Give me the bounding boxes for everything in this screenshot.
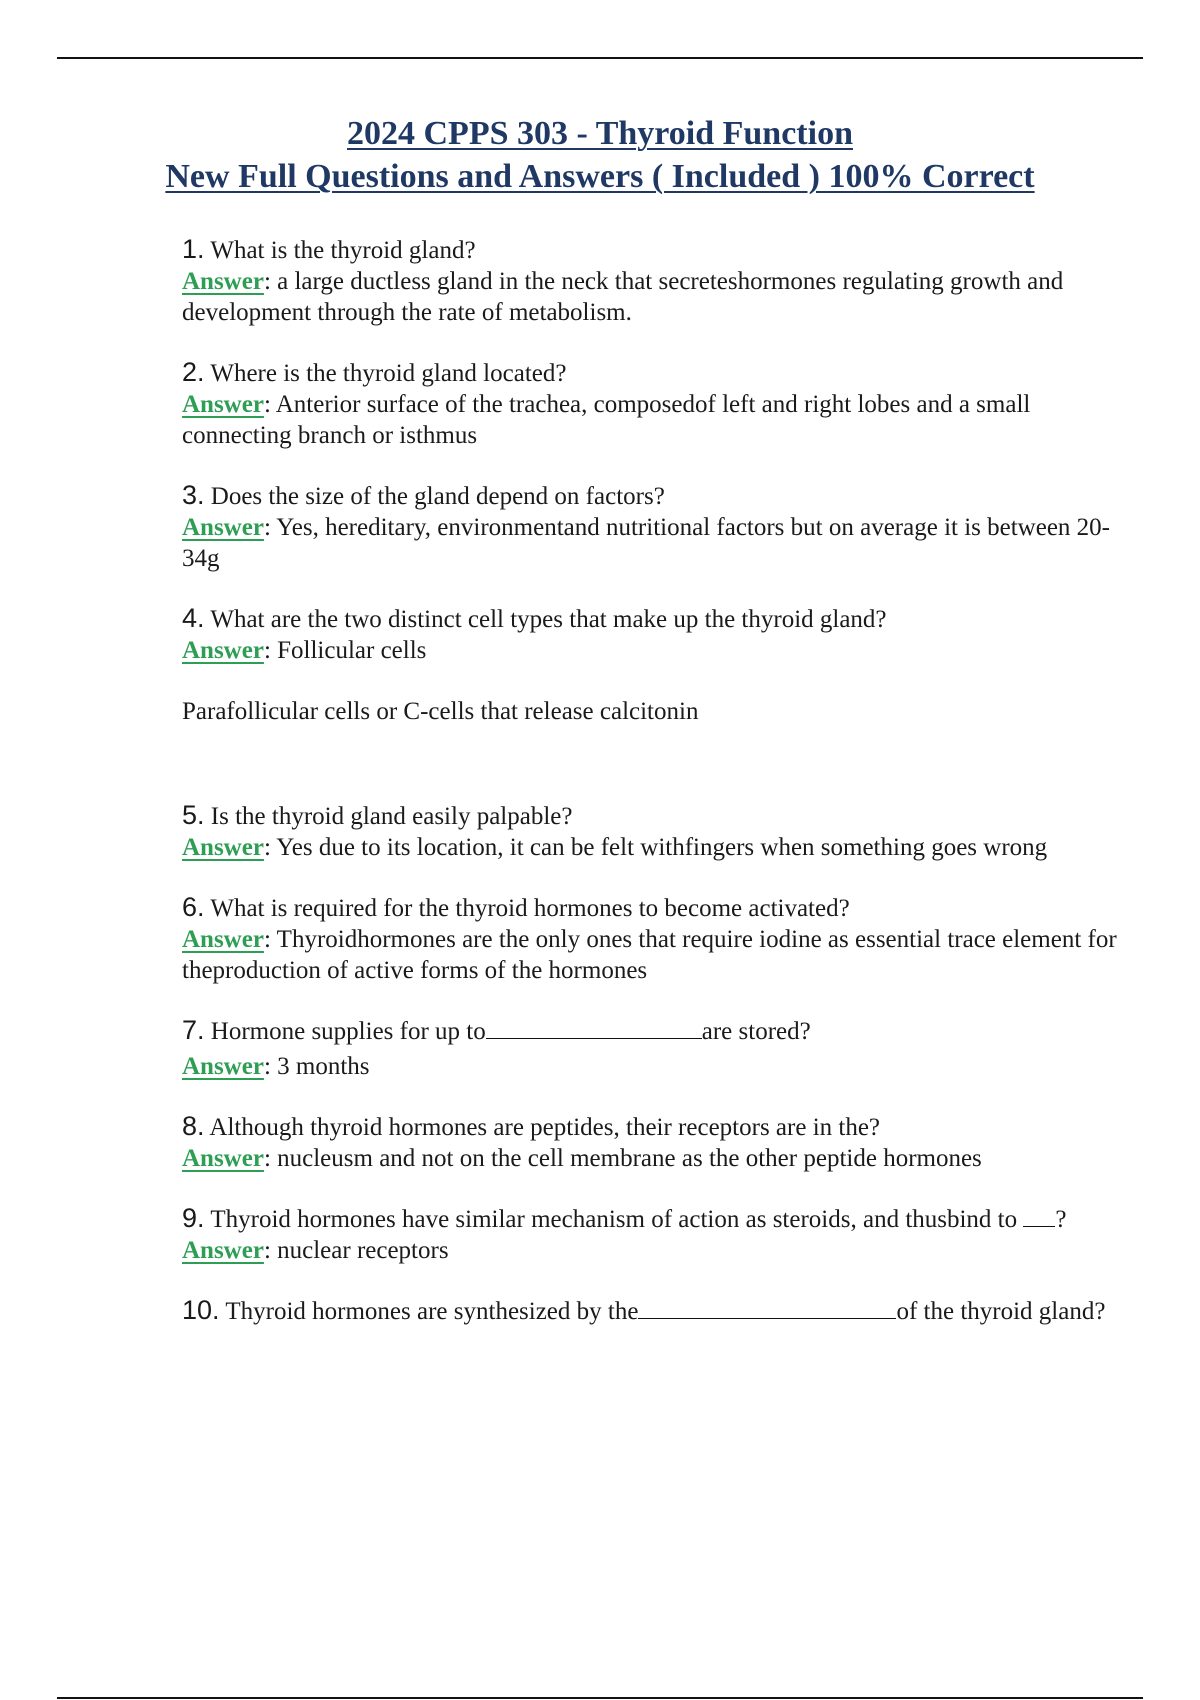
qa-item-7 bbox=[182, 1015, 1132, 1082]
question-6 bbox=[182, 892, 1132, 924]
question-5 bbox=[182, 800, 1132, 832]
title-line-2: New Full Questions and Answers ( Included ) 100% Correct bbox=[165, 158, 1035, 195]
question-text: What is required for the thyroid hormones to become activated? bbox=[210, 895, 850, 922]
question-number: 5. bbox=[182, 800, 205, 830]
question-number: 4. bbox=[182, 603, 205, 633]
answer-9 bbox=[182, 1235, 1132, 1266]
answer-text: : a large ductless gland in the neck that secreteshormones regulating growth and development through the rate of metabolism. bbox=[182, 268, 1064, 326]
question-number: 9. bbox=[182, 1203, 205, 1233]
answer-label: Answer bbox=[182, 1145, 264, 1172]
answer-label: Answer bbox=[182, 268, 264, 295]
answer-text: : Anterior surface of the trachea, composedof left and right lobes and a small connecting branch or isthmus bbox=[182, 391, 1031, 449]
answer-6 bbox=[182, 924, 1132, 986]
qa-item-5 bbox=[182, 800, 1132, 863]
question-text: What is the thyroid gland? bbox=[210, 237, 476, 264]
question-number: 2. bbox=[182, 357, 205, 387]
qa-item-4 bbox=[182, 603, 1132, 727]
answer-4-extra: Parafollicular cells or C-cells that release calcitonin bbox=[182, 698, 699, 725]
question-text-after: ? bbox=[1055, 1206, 1067, 1233]
top-rule bbox=[57, 57, 1143, 59]
question-text: What are the two distinct cell types that make up the thyroid gland? bbox=[210, 606, 887, 633]
question-number: 8. bbox=[182, 1111, 205, 1141]
question-number: 1. bbox=[182, 234, 205, 264]
answer-text: : Follicular cells bbox=[263, 637, 427, 664]
answer-label: Answer bbox=[182, 637, 264, 664]
question-2 bbox=[182, 357, 1132, 389]
answer-3 bbox=[182, 512, 1132, 574]
answer-text: : nuclear receptors bbox=[263, 1237, 449, 1264]
question-number: 3. bbox=[182, 480, 205, 510]
question-4 bbox=[182, 603, 1132, 635]
answer-text: : nucleusm and not on the cell membrane as the other peptide hormones bbox=[263, 1145, 982, 1172]
qa-item-2 bbox=[182, 357, 1132, 451]
answer-8 bbox=[182, 1143, 1132, 1174]
qa-item-10 bbox=[182, 1295, 1132, 1327]
question-text-before: Hormone supplies for up to bbox=[210, 1018, 486, 1045]
answer-text: : Yes, hereditary, environmentand nutritional factors but on average it is between 20-34g bbox=[182, 514, 1110, 572]
answer-label: Answer bbox=[182, 1237, 264, 1264]
fill-in-blank bbox=[638, 1298, 896, 1319]
qa-item-9 bbox=[182, 1203, 1132, 1266]
question-text: Does the size of the gland depend on factors? bbox=[210, 483, 665, 510]
question-10 bbox=[182, 1295, 1132, 1327]
question-number: 7. bbox=[182, 1015, 205, 1045]
bottom-rule bbox=[57, 1697, 1143, 1699]
question-3 bbox=[182, 480, 1132, 512]
answer-5 bbox=[182, 832, 1132, 863]
answer-label: Answer bbox=[182, 514, 264, 541]
answer-label: Answer bbox=[182, 926, 264, 953]
answer-text: : Thyroidhormones are the only ones that require iodine as essential trace element for theproduction of active forms of the hormones bbox=[182, 926, 1117, 984]
question-text-after: are stored? bbox=[701, 1018, 811, 1045]
answer-text: : 3 months bbox=[263, 1053, 370, 1080]
qa-item-3 bbox=[182, 480, 1132, 574]
question-text: Although thyroid hormones are peptides, their receptors are in the? bbox=[209, 1114, 881, 1141]
qa-item-1 bbox=[182, 234, 1132, 328]
question-1 bbox=[182, 234, 1132, 266]
question-8 bbox=[182, 1111, 1132, 1143]
question-number: 6. bbox=[182, 892, 205, 922]
qa-list bbox=[182, 234, 1132, 1327]
qa-item-8 bbox=[182, 1111, 1132, 1174]
question-7 bbox=[182, 1015, 1132, 1047]
qa-item-6 bbox=[182, 892, 1132, 986]
fill-in-blank bbox=[1023, 1206, 1055, 1227]
question-text: Is the thyroid gland easily palpable? bbox=[210, 803, 573, 830]
answer-7 bbox=[182, 1051, 1132, 1082]
answer-text: : Yes due to its location, it can be felt withfingers when something goes wrong bbox=[263, 834, 1048, 861]
question-text-before: Thyroid hormones are synthesized by the bbox=[225, 1298, 639, 1325]
question-9 bbox=[182, 1203, 1132, 1235]
answer-label: Answer bbox=[182, 391, 264, 418]
answer-4 bbox=[182, 635, 1132, 666]
title-line-1: 2024 CPPS 303 - Thyroid Function bbox=[347, 115, 853, 152]
question-number: 10. bbox=[182, 1295, 220, 1325]
fill-in-blank bbox=[486, 1018, 702, 1039]
question-text-before: Thyroid hormones have similar mechanism of action as steroids, and thusbind to bbox=[210, 1206, 1018, 1233]
question-text-after: of the thyroid gland? bbox=[896, 1298, 1106, 1325]
answer-1 bbox=[182, 266, 1132, 328]
document-title bbox=[0, 112, 1200, 198]
answer-label: Answer bbox=[182, 834, 264, 861]
answer-2 bbox=[182, 389, 1132, 451]
question-text: Where is the thyroid gland located? bbox=[210, 360, 567, 387]
answer-label: Answer bbox=[182, 1053, 264, 1080]
